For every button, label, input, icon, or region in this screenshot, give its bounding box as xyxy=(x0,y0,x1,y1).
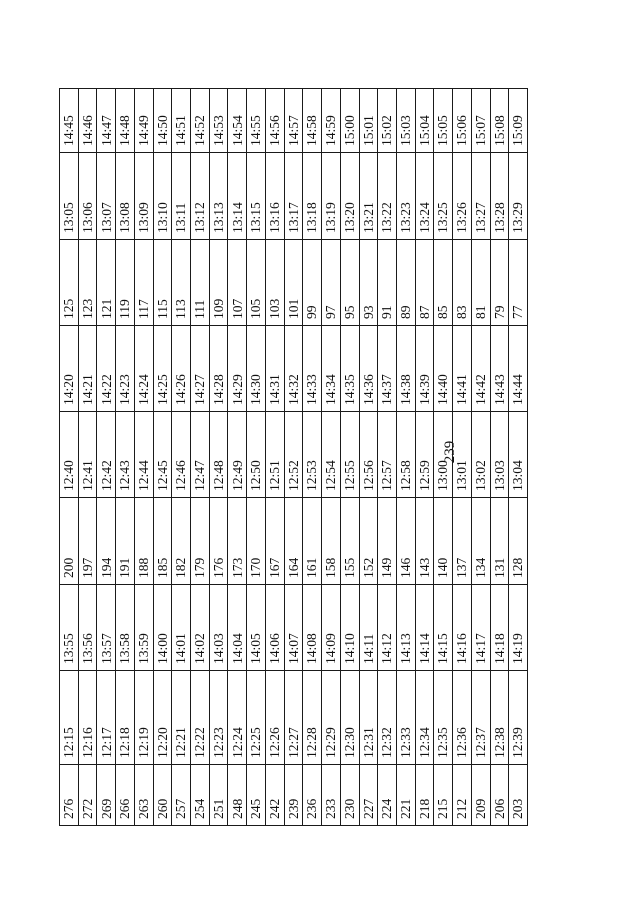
table-cell: 13:58 xyxy=(115,584,134,670)
table-cell: 13:14 xyxy=(227,152,246,239)
table-cell: 14:10 xyxy=(340,584,359,670)
table-cell: 12:24 xyxy=(227,670,246,764)
table-cell: 14:49 xyxy=(134,88,153,152)
table-cell: 119 xyxy=(115,239,134,325)
table-cell: 14:45 xyxy=(59,88,78,152)
table-cell: 111 xyxy=(190,239,209,325)
table-cell: 13:04 xyxy=(508,411,527,497)
table-row xyxy=(171,88,190,825)
table-cell: 14:34 xyxy=(321,325,340,411)
table-row xyxy=(209,88,228,825)
table-cell: 103 xyxy=(265,239,284,325)
table-cell: 13:18 xyxy=(302,152,321,239)
table-cell: 137 xyxy=(452,497,471,584)
table-cell: 14:41 xyxy=(452,325,471,411)
table-cell: 85 xyxy=(433,239,452,325)
table-cell: 12:48 xyxy=(209,411,228,497)
table-cell: 13:25 xyxy=(433,152,452,239)
table-row xyxy=(115,88,134,825)
table-cell: 215 xyxy=(433,764,452,825)
table-cell: 12:21 xyxy=(171,670,190,764)
table-cell: 99 xyxy=(302,239,321,325)
table-cell: 15:03 xyxy=(396,88,415,152)
table-cell: 203 xyxy=(508,764,527,825)
table-cell: 13:22 xyxy=(377,152,396,239)
table-cell: 12:39 xyxy=(508,670,527,764)
table-cell: 12:36 xyxy=(452,670,471,764)
table-row xyxy=(321,88,340,825)
page-number: 239 xyxy=(442,440,458,464)
table-cell: 14:08 xyxy=(302,584,321,670)
table-cell: 13:56 xyxy=(78,584,97,670)
table-cell: 257 xyxy=(171,764,190,825)
table-cell: 12:41 xyxy=(78,411,97,497)
table-cell: 13:24 xyxy=(415,152,434,239)
table-row xyxy=(452,88,471,825)
table-cell: 13:09 xyxy=(134,152,153,239)
table-row xyxy=(396,88,415,825)
table-cell: 113 xyxy=(171,239,190,325)
table-cell: 14:51 xyxy=(171,88,190,152)
table-row xyxy=(377,88,396,825)
table-cell: 14:48 xyxy=(115,88,134,152)
table-cell: 12:18 xyxy=(115,670,134,764)
table-row xyxy=(508,88,527,825)
table-cell: 14:19 xyxy=(508,584,527,670)
table-cell: 14:39 xyxy=(415,325,434,411)
table-cell: 14:32 xyxy=(284,325,303,411)
table-cell: 170 xyxy=(246,497,265,584)
table-cell: 15:09 xyxy=(508,88,527,152)
table-cell: 14:00 xyxy=(153,584,172,670)
table-cell: 14:12 xyxy=(377,584,396,670)
table-cell: 14:53 xyxy=(209,88,228,152)
table-cell: 117 xyxy=(134,239,153,325)
table-cell: 276 xyxy=(59,764,78,825)
table-cell: 14:20 xyxy=(59,325,78,411)
table-cell: 13:17 xyxy=(284,152,303,239)
table-cell: 125 xyxy=(59,239,78,325)
table-cell: 15:01 xyxy=(359,88,378,152)
table-cell: 14:02 xyxy=(190,584,209,670)
table-cell: 12:58 xyxy=(396,411,415,497)
table-cell: 13:07 xyxy=(96,152,115,239)
table-cell: 14:28 xyxy=(209,325,228,411)
table-cell: 13:02 xyxy=(471,411,490,497)
table-cell: 12:35 xyxy=(433,670,452,764)
table-cell: 14:47 xyxy=(96,88,115,152)
table-cell: 185 xyxy=(153,497,172,584)
table-cell: 12:59 xyxy=(415,411,434,497)
table-cell: 188 xyxy=(134,497,153,584)
table-cell: 14:44 xyxy=(508,325,527,411)
table-cell: 12:53 xyxy=(302,411,321,497)
table-cell: 13:15 xyxy=(246,152,265,239)
table-cell: 95 xyxy=(340,239,359,325)
table-cell: 272 xyxy=(78,764,97,825)
table-cell: 14:42 xyxy=(471,325,490,411)
table-cell: 14:13 xyxy=(396,584,415,670)
table-cell: 12:16 xyxy=(78,670,97,764)
table-cell: 14:11 xyxy=(359,584,378,670)
table-cell: 15:08 xyxy=(490,88,509,152)
table-cell: 236 xyxy=(302,764,321,825)
table-cell: 161 xyxy=(302,497,321,584)
table-cell: 14:14 xyxy=(415,584,434,670)
table-cell: 146 xyxy=(396,497,415,584)
table-cell: 12:30 xyxy=(340,670,359,764)
table-row xyxy=(265,88,284,825)
table-cell: 12:56 xyxy=(359,411,378,497)
table-cell: 248 xyxy=(227,764,246,825)
table-cell: 269 xyxy=(96,764,115,825)
table-cell: 12:28 xyxy=(302,670,321,764)
table-cell: 14:04 xyxy=(227,584,246,670)
table-cell: 13:08 xyxy=(115,152,134,239)
table-row xyxy=(78,88,97,825)
table-cell: 14:43 xyxy=(490,325,509,411)
table-cell: 197 xyxy=(78,497,97,584)
table-cell: 14:37 xyxy=(377,325,396,411)
table-cell: 12:23 xyxy=(209,670,228,764)
table-cell: 131 xyxy=(490,497,509,584)
table-cell: 115 xyxy=(153,239,172,325)
table-cell: 93 xyxy=(359,239,378,325)
table-cell: 218 xyxy=(415,764,434,825)
table-cell: 12:54 xyxy=(321,411,340,497)
table-cell: 12:57 xyxy=(377,411,396,497)
table-cell: 13:10 xyxy=(153,152,172,239)
table-cell: 12:45 xyxy=(153,411,172,497)
table-cell: 12:31 xyxy=(359,670,378,764)
table-row xyxy=(359,88,378,825)
table-cell: 13:59 xyxy=(134,584,153,670)
table-cell: 14:06 xyxy=(265,584,284,670)
table-cell: 14:09 xyxy=(321,584,340,670)
timetable xyxy=(59,88,528,826)
timetable-body xyxy=(59,88,527,825)
table-row xyxy=(227,88,246,825)
table-cell: 89 xyxy=(396,239,415,325)
table-cell: 179 xyxy=(190,497,209,584)
table-cell: 14:33 xyxy=(302,325,321,411)
table-cell: 13:28 xyxy=(490,152,509,239)
table-row xyxy=(96,88,115,825)
table-cell: 14:24 xyxy=(134,325,153,411)
table-cell: 15:00 xyxy=(340,88,359,152)
table-cell: 15:06 xyxy=(452,88,471,152)
table-cell: 12:32 xyxy=(377,670,396,764)
table-cell: 14:59 xyxy=(321,88,340,152)
table-cell: 221 xyxy=(396,764,415,825)
table-cell: 14:05 xyxy=(246,584,265,670)
table-cell: 12:29 xyxy=(321,670,340,764)
table-cell: 14:01 xyxy=(171,584,190,670)
table-cell: 254 xyxy=(190,764,209,825)
table-cell: 14:07 xyxy=(284,584,303,670)
table-row xyxy=(246,88,265,825)
table-cell: 12:15 xyxy=(59,670,78,764)
table-cell: 12:19 xyxy=(134,670,153,764)
table-cell: 12:44 xyxy=(134,411,153,497)
table-cell: 105 xyxy=(246,239,265,325)
table-cell: 12:20 xyxy=(153,670,172,764)
table-cell: 242 xyxy=(265,764,284,825)
table-row xyxy=(134,88,153,825)
table-cell: 109 xyxy=(209,239,228,325)
table-cell: 14:26 xyxy=(171,325,190,411)
table-cell: 14:40 xyxy=(433,325,452,411)
table-cell: 155 xyxy=(340,497,359,584)
table-cell: 14:21 xyxy=(78,325,97,411)
table-cell: 14:58 xyxy=(302,88,321,152)
table-cell: 200 xyxy=(59,497,78,584)
table-cell: 12:33 xyxy=(396,670,415,764)
table-cell: 13:57 xyxy=(96,584,115,670)
table-cell: 12:55 xyxy=(340,411,359,497)
table-cell: 13:23 xyxy=(396,152,415,239)
table-cell: 13:26 xyxy=(452,152,471,239)
table-cell: 266 xyxy=(115,764,134,825)
table-cell: 12:22 xyxy=(190,670,209,764)
table-cell: 12:42 xyxy=(96,411,115,497)
timetable-wrapper xyxy=(59,89,528,826)
table-cell: 233 xyxy=(321,764,340,825)
table-cell: 13:11 xyxy=(171,152,190,239)
table-cell: 167 xyxy=(265,497,284,584)
table-cell: 14:35 xyxy=(340,325,359,411)
table-cell: 81 xyxy=(471,239,490,325)
table-cell: 12:49 xyxy=(227,411,246,497)
table-cell: 149 xyxy=(377,497,396,584)
table-cell: 12:38 xyxy=(490,670,509,764)
table-cell: 12:50 xyxy=(246,411,265,497)
table-cell: 128 xyxy=(508,497,527,584)
table-cell: 12:37 xyxy=(471,670,490,764)
table-cell: 83 xyxy=(452,239,471,325)
table-cell: 13:55 xyxy=(59,584,78,670)
table-cell: 140 xyxy=(433,497,452,584)
table-cell: 14:50 xyxy=(153,88,172,152)
table-cell: 13:27 xyxy=(471,152,490,239)
table-cell: 13:13 xyxy=(209,152,228,239)
table-cell: 212 xyxy=(452,764,471,825)
table-cell: 12:47 xyxy=(190,411,209,497)
table-cell: 12:40 xyxy=(59,411,78,497)
table-cell: 13:00 xyxy=(433,411,452,497)
table-cell: 164 xyxy=(284,497,303,584)
table-cell: 14:55 xyxy=(246,88,265,152)
table-cell: 239 xyxy=(284,764,303,825)
table-cell: 12:52 xyxy=(284,411,303,497)
table-row xyxy=(190,88,209,825)
table-row xyxy=(59,88,78,825)
table-cell: 107 xyxy=(227,239,246,325)
table-cell: 14:52 xyxy=(190,88,209,152)
table-cell: 158 xyxy=(321,497,340,584)
table-row xyxy=(340,88,359,825)
table-cell: 13:21 xyxy=(359,152,378,239)
table-cell: 14:29 xyxy=(227,325,246,411)
table-cell: 14:18 xyxy=(490,584,509,670)
table-cell: 12:34 xyxy=(415,670,434,764)
table-cell: 245 xyxy=(246,764,265,825)
table-cell: 14:54 xyxy=(227,88,246,152)
table-cell: 13:01 xyxy=(452,411,471,497)
table-cell: 143 xyxy=(415,497,434,584)
table-cell: 13:19 xyxy=(321,152,340,239)
table-cell: 14:27 xyxy=(190,325,209,411)
table-cell: 194 xyxy=(96,497,115,584)
table-cell: 227 xyxy=(359,764,378,825)
table-cell: 182 xyxy=(171,497,190,584)
table-cell: 12:51 xyxy=(265,411,284,497)
table-cell: 14:56 xyxy=(265,88,284,152)
table-cell: 173 xyxy=(227,497,246,584)
table-cell: 101 xyxy=(284,239,303,325)
table-cell: 191 xyxy=(115,497,134,584)
table-cell: 14:15 xyxy=(433,584,452,670)
table-cell: 13:12 xyxy=(190,152,209,239)
table-cell: 12:25 xyxy=(246,670,265,764)
table-cell: 14:25 xyxy=(153,325,172,411)
table-row xyxy=(153,88,172,825)
table-cell: 14:23 xyxy=(115,325,134,411)
table-cell: 77 xyxy=(508,239,527,325)
table-row xyxy=(490,88,509,825)
table-cell: 15:04 xyxy=(415,88,434,152)
table-cell: 13:03 xyxy=(490,411,509,497)
table-cell: 15:05 xyxy=(433,88,452,152)
table-cell: 12:43 xyxy=(115,411,134,497)
table-cell: 121 xyxy=(96,239,115,325)
table-cell: 12:27 xyxy=(284,670,303,764)
table-cell: 14:57 xyxy=(284,88,303,152)
table-cell: 14:03 xyxy=(209,584,228,670)
table-cell: 123 xyxy=(78,239,97,325)
table-cell: 152 xyxy=(359,497,378,584)
table-cell: 12:46 xyxy=(171,411,190,497)
table-cell: 14:31 xyxy=(265,325,284,411)
table-cell: 15:07 xyxy=(471,88,490,152)
table-cell: 134 xyxy=(471,497,490,584)
table-cell: 13:20 xyxy=(340,152,359,239)
table-cell: 263 xyxy=(134,764,153,825)
table-row xyxy=(302,88,321,825)
table-cell: 15:02 xyxy=(377,88,396,152)
table-cell: 14:36 xyxy=(359,325,378,411)
table-cell: 12:17 xyxy=(96,670,115,764)
table-cell: 13:29 xyxy=(508,152,527,239)
table-cell: 97 xyxy=(321,239,340,325)
table-cell: 14:46 xyxy=(78,88,97,152)
table-cell: 224 xyxy=(377,764,396,825)
table-cell: 13:16 xyxy=(265,152,284,239)
table-cell: 12:26 xyxy=(265,670,284,764)
table-cell: 91 xyxy=(377,239,396,325)
table-cell: 14:22 xyxy=(96,325,115,411)
table-cell: 14:16 xyxy=(452,584,471,670)
table-row xyxy=(415,88,434,825)
table-cell: 14:38 xyxy=(396,325,415,411)
table-cell: 79 xyxy=(490,239,509,325)
table-cell: 13:06 xyxy=(78,152,97,239)
table-cell: 206 xyxy=(490,764,509,825)
table-cell: 87 xyxy=(415,239,434,325)
table-row xyxy=(471,88,490,825)
table-cell: 251 xyxy=(209,764,228,825)
table-cell: 209 xyxy=(471,764,490,825)
table-cell: 176 xyxy=(209,497,228,584)
table-row xyxy=(433,88,452,825)
table-cell: 13:05 xyxy=(59,152,78,239)
table-cell: 14:30 xyxy=(246,325,265,411)
table-cell: 260 xyxy=(153,764,172,825)
table-cell: 230 xyxy=(340,764,359,825)
table-row xyxy=(284,88,303,825)
table-cell: 14:17 xyxy=(471,584,490,670)
